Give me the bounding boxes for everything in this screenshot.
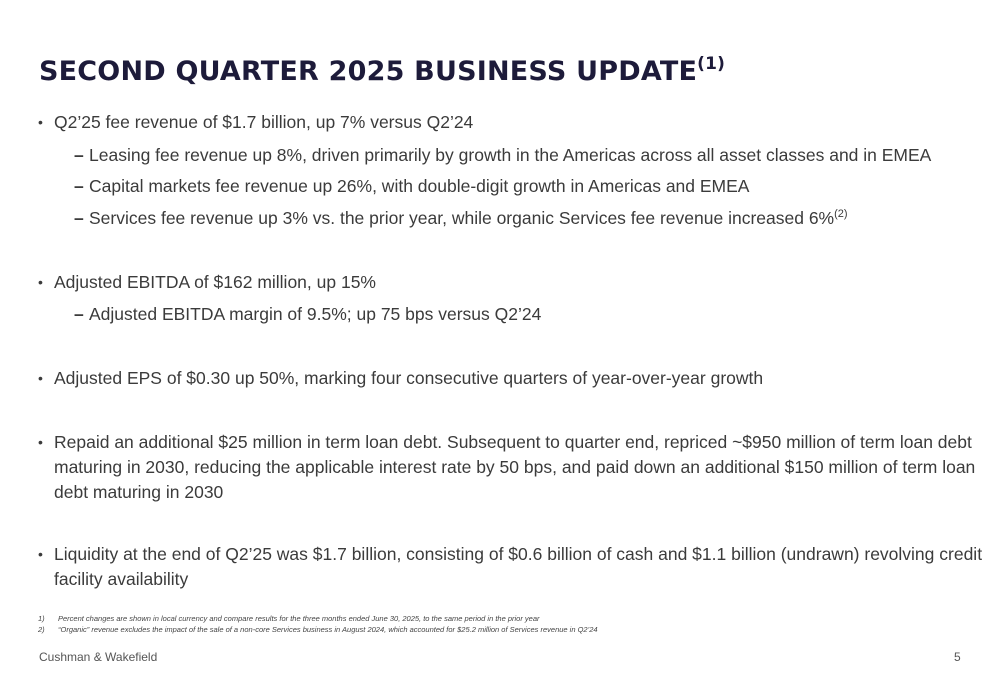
page-number: 5 — [954, 650, 961, 664]
bullet-text: Adjusted EPS of $0.30 up 50%, marking four consecutive quarters of year-over-year growth — [54, 368, 764, 388]
bullet-dot-icon: • — [38, 274, 43, 290]
footnote-text: Percent changes are shown in local currency and compare results for the three months ended June 30, 2025, to the same period in the prior year — [58, 614, 540, 623]
bullet-dot-icon: • — [38, 434, 43, 450]
sub-bullet-capital-markets — [74, 174, 750, 199]
title-text: SECOND QUARTER 2025 BUSINESS UPDATE — [39, 56, 698, 87]
bullet-dot-icon: • — [38, 370, 43, 386]
dash-icon: – — [74, 145, 84, 165]
bullet-liquidity — [38, 542, 984, 592]
footnote-number: 2) — [38, 625, 45, 634]
bullet-text: Liquidity at the end of Q2’25 was $1.7 billion, consisting of $0.6 billion of cash and $1.1 billion (undrawn) revolving credit facility availability — [54, 544, 983, 589]
title-footnote-ref: (1) — [697, 54, 726, 74]
sub-bullet-services — [74, 206, 848, 231]
sub-bullet-text: Leasing fee revenue up 8%, driven primarily by growth in the Americas across all asset classes and in EMEA — [89, 145, 932, 165]
page-title — [39, 56, 725, 87]
sub-bullet-text: Adjusted EBITDA margin of 9.5%; up 75 bps versus Q2’24 — [89, 304, 542, 324]
bullet-text: Repaid an additional $25 million in term loan debt. Subsequent to quarter end, repriced ~$950 million of term loan debt maturing in 2030, reducing the applicable interest rate by 50 bps, and paid down an additional $150 million of term loan debt maturing in 2030 — [54, 432, 976, 502]
footnote-number: 1) — [38, 614, 45, 623]
footnote-1 — [38, 614, 540, 623]
sub-bullet-text: Services fee revenue up 3% vs. the prior year, while organic Services fee revenue increased 6% — [89, 208, 835, 228]
bullet-text: Adjusted EBITDA of $162 million, up 15% — [54, 272, 376, 292]
bullet-fee-revenue — [38, 110, 984, 135]
dash-icon: – — [74, 304, 84, 324]
sub-bullet-leasing — [74, 143, 932, 168]
bullet-dot-icon: • — [38, 114, 43, 130]
bullet-term-loan — [38, 430, 984, 505]
sub-bullet-ebitda-margin — [74, 302, 542, 327]
dash-icon: – — [74, 176, 84, 196]
bullet-dot-icon: • — [38, 546, 43, 562]
footnote-2 — [38, 625, 598, 634]
footnote-text: “Organic” revenue excludes the impact of the sale of a non-core Services business in August 2024, which accounted for $25.2 million of Services revenue in Q2’24 — [58, 625, 598, 634]
bullet-adjusted-ebitda — [38, 270, 984, 295]
footer-company: Cushman & Wakefield — [39, 650, 158, 664]
sub-bullet-text: Capital markets fee revenue up 26%, with double-digit growth in Americas and EMEA — [89, 176, 750, 196]
dash-icon: – — [74, 208, 84, 228]
bullet-adjusted-eps — [38, 366, 984, 391]
bullet-text: Q2’25 fee revenue of $1.7 billion, up 7% versus Q2’24 — [54, 112, 474, 132]
footnote-ref: (2) — [834, 208, 848, 220]
